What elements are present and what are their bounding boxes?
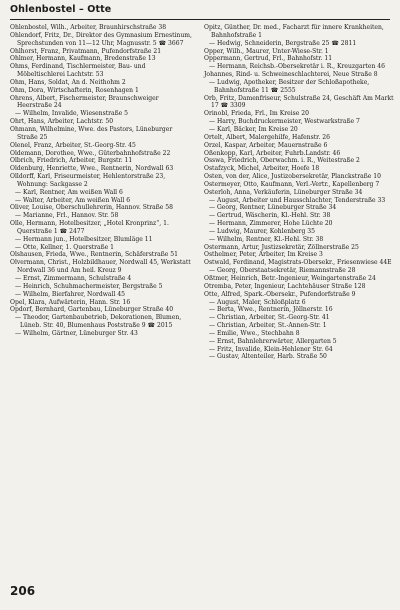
directory-entry: — August, Arbeiter und Hausschlachter, Tenderstraße 33 [209,196,386,204]
directory-entry: Olldorff, Karl, Friseurmeister, Hehlentorstraße 23, Wohnung: Sackgasse 2 [10,173,166,188]
directory-entry: — Christian, Arbeiter, St.-Annen-Str. 1 [209,322,327,330]
directory-entry: — Wilhelm, Invalide, Wiesenstraße 5 [15,110,129,118]
directory-entry: — Gustav, Altenteiler, Harb. Straße 50 [209,353,327,361]
directory-entry: Orzel, Kaspar, Arbeiter, Mauernstraße 6 [204,141,328,149]
directory-entry: — Marianne, Frl., Hannov. Str. 58 [15,212,119,220]
header-rule [10,19,390,20]
directory-entry: Ortelt, Albert, Malergehilfe, Hafenstr. 26 [204,133,330,141]
directory-entry: Ohrt, Hans, Arbeiter, Lachtstr. 50 [10,118,114,126]
directory-entry: Oldenburg, Henriette, Wwe., Rentnerin, Nordwall 63 [10,165,174,173]
directory-entry: Olbrich, Friedrich, Arbeiter, Burgstr. 11 [10,157,133,165]
directory-entry: — Georg, Oberstaatsekretär, Riemannstraße 28 [209,267,356,275]
directory-entry: Osswa, Friedrich, Oberwachm. i. R., Weitestraße 2 [204,157,360,165]
left-column [10,24,193,338]
directory-entry: Oßenkopp, Karl, Arbeiter, Fuhrb.Landstr. 46 [204,149,341,157]
directory-entry: Olvermann, Christ., Holzbildhauer, Nordwall 45, Werkstatt Nordwall 36 und Am heil. Kreuz 9 [10,259,191,275]
directory-entry: — Ernst, Bahnlehrerwärter, Allergarten 5 [209,337,337,345]
right-column [204,24,394,361]
directory-entry: Opel, Klara, Aufwärterin, Hann. Str. 16 [10,298,131,306]
directory-entry: Olshausen, Frieda, Wwe., Rentnerin, Schäferstraße 51 [10,251,178,259]
directory-entry: — Fritz, Invalide, Klein-Hehlener Str. 64 [209,345,333,353]
directory-entry: — August, Maler, Schloßplatz 6 [209,298,306,306]
directory-entry: Opper, Wilh., Maurer, Unter-Wiese-Str. 1 [204,47,329,55]
directory-entry: Olle, Hermann, Hotelbesitzer, „Hotel Kronprinz“, 1. Querstraße 1 ☎ 2477 [10,220,169,235]
directory-entry: — Theodor, Gartenbaubetrieb, Dekorationen, Blumen, Lüneb. Str. 40, Blumenhaus Poststraße 9 ☎ 2015 [15,314,182,330]
directory-entry: — Walter, Arbeiter, Am weißen Wall 6 [15,196,131,204]
directory-entry: — Ludwig, Maurer, Kohlenberg 35 [209,227,315,235]
directory-entry: — Emilie, Wwe., Stechbahn 8 [209,329,300,337]
directory-entry: Ohms, Ferdinand, Tischlermeister, Bau- und Möbeltischlerei Lachtstr. 53 [10,63,146,79]
directory-entry: — Heinrich, Schuhmachermeister, Bergstraße 5 [15,282,163,290]
directory-entry: Oßtmer, Heinrich, Betr.-Ingenieur, Weingartenstraße 24 [204,275,376,282]
directory-entry: — Harry, Buchdruckermeister, Westwarkstraße 7 [209,118,360,126]
directory-entry: Orb, Fritz, Damenfriseur, Schulstraße 24, Geschäft Am Markt 17 ☎ 3309 [204,94,394,110]
directory-entry: Ostafzyck, Michel, Arbeiter, Hoefe 18 [204,165,320,173]
directory-entry: — Hedwig, Schneiderin, Bergstraße 25 ☎ 2811 [209,39,357,47]
directory-entry: Oldemann, Dorothee, Wwe., Güterbahnhofstraße 22 [10,149,171,157]
directory-entry: Ostwald, Ferdinand, Magistrats-Obersekr., Friesenwiese 44E [204,259,392,267]
directory-entry: Ohm, Hans, Soldat, An d. Neithohm 2 [10,78,126,86]
directory-entry: Johannes, Rind- u. Schweineschlachterei, Neue Straße 8 [204,71,378,79]
directory-entry: Olenel, Franz, Arbeiter, St.-Georg-Str. 45 [10,141,136,149]
directory-entry: — Hermann, Reichsb.-Obersekretär i. R., Kreuzgarten 46 [209,63,385,71]
directory-entry: — Wilhelm, Rentner, Kl.-Hehl. Str. 38 [209,235,324,243]
directory-entry: Osterloh, Anna, Verkäuferin, Lüneburger Straße 34 [204,188,363,196]
directory-entry: — Karl, Bäcker, Im Kreise 20 [209,125,298,133]
directory-entry: Oliver, Louise, Oberschullehrerin, Hannov. Straße 58 [10,204,174,212]
directory-entry: Opdorf, Bernhard, Gartenbau, Lüneburger Straße 40 [10,306,174,314]
directory-entry: Ohlhorst, Franz, Privatmann, Pufendorfstraße 21 [10,47,162,55]
directory-entry: Orinobl, Frieda, Frl., Im Kreise 20 [204,110,309,118]
directory-entry: — Ludwig, Apotheker, Besitzer der Schloßapotheke, Bahnhofstraße 11 ☎ 2555 [209,78,370,94]
directory-entry: — Gertrud, Wäscherin, Kl.-Hehl. Str. 38 [209,212,331,220]
directory-entry: Otte, Alfred, Spark.-Obersekr., Pufendorfstraße 9 [204,290,356,298]
directory-entry: Ohlendorf, Fritz, Dr., Direktor des Gymnasium Ernestinum, Sprechstunden von 11—12 Uhr, Magnusstr. 5 ☎ 3667 [10,31,192,47]
directory-entry: Oppermann, Gertrud, Frl., Bahnhofstr. 11 [204,55,333,63]
directory-entry: Otremba, Peter, Ingenieur, Lachtehäuser Straße 128 [204,282,366,290]
page-header: Ohlenbostel – Otte [10,4,112,15]
directory-entry: — Berta, Wwe., Rentnerin, Jöllnerstr. 16 [209,306,333,314]
directory-entry: Ohlenbostel, Wilh., Arbeiter, Braunhirschstraße 38 [10,24,167,31]
directory-entry: — Hermann jun., Hotelbesitzer, Blumläge 11 [15,235,153,243]
directory-entry: — Ernst, Zimmermann, Schulstraße 4 [15,275,132,282]
directory-entry: Ohm, Dora, Wirtschafterin, Rosenhagen 1 [10,86,139,94]
directory-entry: — Wilhelm, Bierfahrer, Nordwall 45 [15,290,126,298]
directory-entry: — Karl, Rentner, Am weißen Wall 6 [15,188,123,196]
directory-entry: Ohrens, Albert, Fischermeister, Braunschweiger Heerstraße 24 [10,94,159,110]
directory-entry: Osthelmer, Peter, Arbeiter, Im Kreise 3 [204,251,323,259]
directory-entry: — Otte, Kellner, 1. Querstraße 1 [15,243,114,251]
directory-entry: Opitz, Günther, Dr. med., Facharzt für innere Krankheiten, Bahnhofstraße 1 [204,24,384,39]
directory-entry: Ostermann, Artur, Justizsekretär, Zöllnerstraße 25 [204,243,359,251]
page-number: 206 [10,584,36,598]
directory-entry: — Georg, Rentner, Lüneburger Straße 34 [209,204,337,212]
directory-entry: Ohmann, Wilhelmine, Wwe. des Pastors, Lüneburger Straße 25 [10,125,173,141]
directory-entry: — Wilhelm, Gärtner, Lüneburger Str. 43 [15,329,138,337]
directory-entry: Ohlmer, Hermann, Kaufmann, Bredenstraße 13 [10,55,156,63]
directory-entry: — Hermann, Zimmerer, Hohe Lüchte 20 [209,220,333,228]
directory-entry: Ostermeyer, Otto, Kaufmann, Verl.-Vertr., Kapellenberg 7 [204,180,380,188]
directory-entry: Osten, von der, Alice, Justizobersekretär, Planckstraße 10 [204,173,381,181]
directory-entry: — Christian, Arbeiter, St.-Georg-Str. 41 [209,314,330,322]
